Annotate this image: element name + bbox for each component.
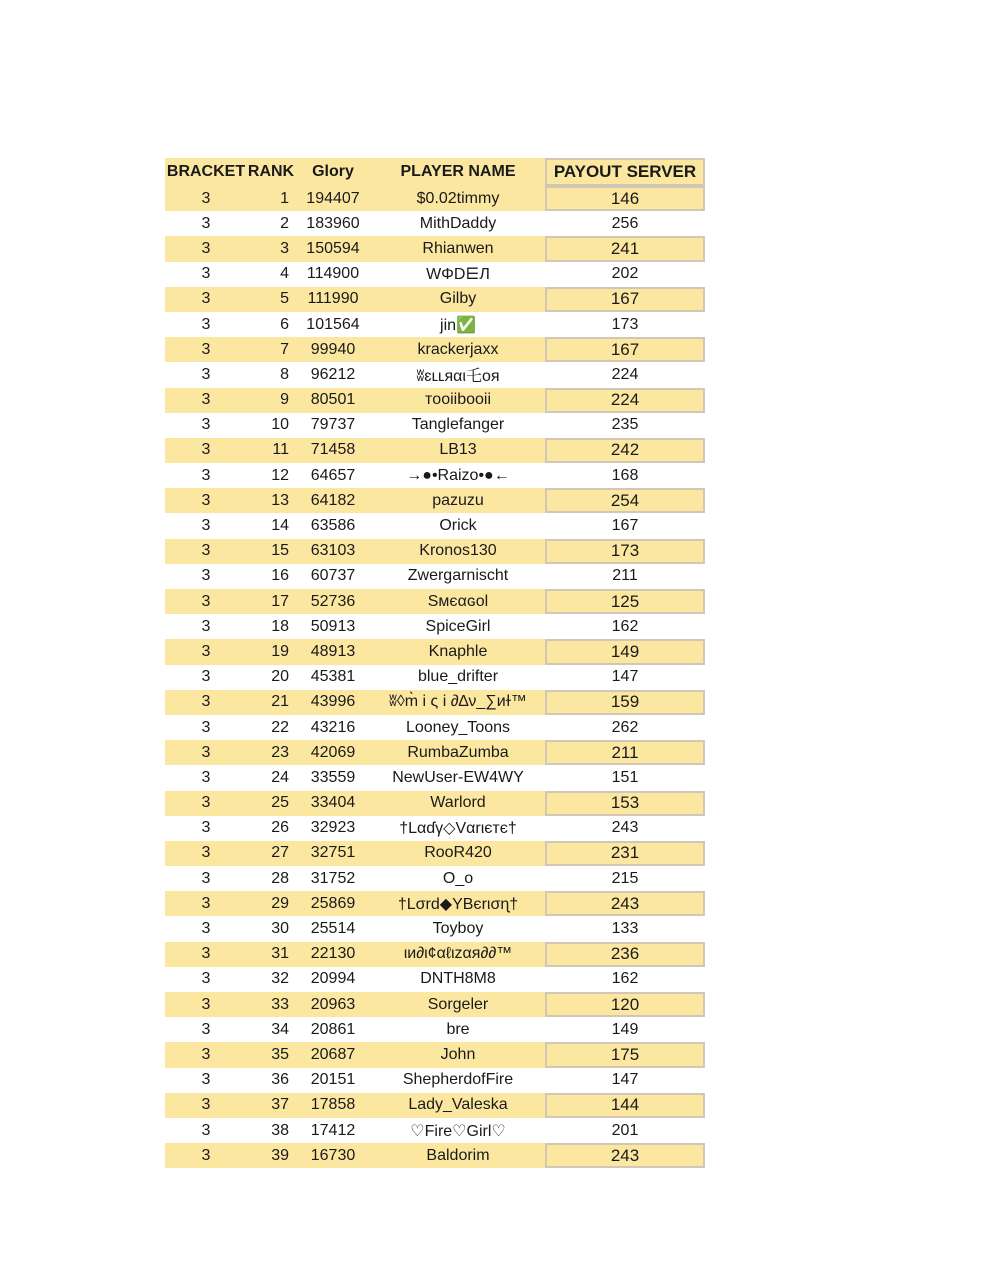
cell-player-name: †Lαɗγ◇Vαrιєтє†	[399, 820, 517, 838]
cell-payout-server: 243	[545, 891, 705, 916]
header-payout-server: PAYOUT SERVER	[545, 158, 705, 186]
cell-payout-server: 241	[545, 236, 705, 261]
table-row	[165, 740, 705, 765]
cell-glory: 32751	[310, 844, 356, 862]
header-bracket: BRACKET	[166, 163, 246, 180]
cell-player-name: Toyboy	[432, 920, 484, 938]
cell-payout-server: 256	[611, 214, 639, 232]
cell-glory: 20151	[310, 1071, 356, 1089]
cell-rank: 1	[280, 189, 289, 207]
cell-player-name: pazuzu	[432, 491, 484, 509]
cell-rank: 24	[271, 768, 289, 786]
cell-bracket: 3	[201, 315, 211, 333]
table-row	[165, 413, 705, 438]
cell-glory: 33404	[310, 794, 356, 812]
cell-bracket: 3	[201, 668, 211, 686]
cell-bracket: 3	[201, 542, 211, 560]
table-row	[165, 186, 705, 211]
cell-glory: 63586	[310, 517, 356, 535]
table-body	[165, 186, 705, 1168]
cell-rank: 23	[271, 743, 289, 761]
cell-glory: 32923	[310, 819, 356, 837]
cell-player-name: O_o	[442, 869, 474, 887]
cell-payout-server: 242	[545, 438, 705, 463]
cell-payout-server: 262	[611, 718, 639, 736]
table-row	[165, 665, 705, 690]
cell-bracket: 3	[201, 1146, 211, 1164]
cell-rank: 19	[271, 642, 289, 660]
cell-player-name: Gilby	[439, 290, 477, 308]
table-row	[165, 891, 705, 916]
cell-player-name: bre	[446, 1020, 470, 1038]
table-row	[165, 463, 705, 488]
table-row	[165, 791, 705, 816]
cell-rank: 35	[271, 1045, 289, 1063]
cell-player-name: →●•Raizo•●←	[406, 466, 510, 484]
table-row	[165, 488, 705, 513]
cell-glory: 25514	[310, 920, 356, 938]
cell-player-name: ʬ◊m̀ i ς i ∂∆ν_∑иɫ™	[389, 693, 527, 711]
cell-glory: 43216	[310, 718, 356, 736]
cell-rank: 11	[272, 441, 289, 459]
table-row	[165, 438, 705, 463]
cell-rank: 39	[271, 1146, 289, 1164]
cell-bracket: 3	[201, 391, 211, 409]
cell-rank: 8	[280, 365, 289, 383]
cell-payout-server: 173	[545, 539, 705, 564]
cell-glory: 22130	[310, 945, 356, 963]
table-row	[165, 866, 705, 891]
cell-bracket: 3	[201, 642, 211, 660]
cell-payout-server: 133	[611, 920, 639, 938]
cell-rank: 30	[271, 920, 289, 938]
cell-glory: 33559	[310, 768, 356, 786]
cell-bracket: 3	[201, 592, 211, 610]
cell-bracket: 3	[201, 920, 211, 938]
cell-rank: 32	[271, 970, 289, 988]
cell-bracket: 3	[201, 290, 211, 308]
cell-payout-server: 144	[545, 1093, 705, 1118]
cell-bracket: 3	[201, 239, 211, 257]
cell-rank: 38	[271, 1121, 289, 1139]
cell-bracket: 3	[201, 466, 211, 484]
cell-player-name: SpiceGirl	[425, 617, 491, 635]
cell-payout-server: 162	[611, 617, 639, 635]
cell-rank: 31	[271, 945, 289, 963]
table-row	[165, 614, 705, 639]
cell-glory: 194407	[306, 189, 360, 207]
cell-glory: 99940	[310, 340, 356, 358]
cell-glory: 20994	[310, 970, 356, 988]
cell-player-name: †Lσrd◆YBєrισɳ†	[397, 895, 519, 913]
cell-glory: 50913	[310, 617, 356, 635]
cell-player-name: Kronos130	[419, 542, 497, 560]
cell-player-name: ♡Fire♡Girl♡	[410, 1122, 506, 1140]
cell-glory: 20861	[310, 1020, 356, 1038]
cell-bracket: 3	[201, 945, 211, 963]
cell-glory: 25869	[310, 894, 356, 912]
cell-payout-server: 224	[545, 388, 705, 413]
cell-player-name: WΦD⋿Л	[426, 266, 490, 284]
table-row	[165, 513, 705, 538]
cell-payout-server: 235	[611, 416, 639, 434]
cell-rank: 27	[271, 844, 289, 862]
cell-bracket: 3	[201, 214, 211, 232]
table-row	[165, 211, 705, 236]
table-row	[165, 564, 705, 589]
cell-bracket: 3	[201, 819, 211, 837]
cell-payout-server: 162	[611, 970, 639, 988]
cell-payout-server: 254	[545, 488, 705, 513]
table-row	[165, 539, 705, 564]
cell-rank: 26	[271, 819, 289, 837]
cell-glory: 96212	[310, 365, 356, 383]
cell-payout-server: 211	[545, 740, 705, 765]
cell-payout-server: 243	[545, 1143, 705, 1168]
table-row	[165, 1042, 705, 1067]
cell-glory: 16730	[310, 1146, 356, 1164]
cell-glory: 17858	[310, 1096, 356, 1114]
cell-glory: 150594	[306, 239, 360, 257]
cell-glory: 48913	[310, 642, 356, 660]
cell-bracket: 3	[201, 617, 211, 635]
cell-glory: 64657	[310, 466, 356, 484]
cell-rank: 36	[271, 1071, 289, 1089]
table-row	[165, 1017, 705, 1042]
cell-player-name: RumbaZumba	[407, 743, 509, 761]
cell-player-name: Lady_Valeska	[408, 1096, 508, 1114]
cell-payout-server: 147	[611, 668, 639, 686]
cell-glory: 183960	[306, 214, 360, 232]
cell-player-name: тooiibooii	[424, 391, 492, 409]
cell-payout-server: 173	[611, 315, 639, 333]
cell-player-name: Zwergarnischt	[407, 567, 509, 585]
table-row	[165, 312, 705, 337]
cell-player-name: Rhianwen	[422, 239, 494, 257]
cell-player-name: MithDaddy	[419, 214, 497, 232]
cell-player-name: Sorgeler	[427, 995, 489, 1013]
cell-glory: 63103	[310, 542, 356, 560]
cell-payout-server: 167	[545, 337, 705, 362]
cell-rank: 34	[271, 1020, 289, 1038]
cell-payout-server: 211	[612, 567, 638, 585]
cell-payout-server: 236	[545, 942, 705, 967]
cell-payout-server: 168	[611, 466, 639, 484]
cell-player-name: Warlord	[430, 794, 486, 812]
cell-bracket: 3	[201, 1121, 211, 1139]
cell-bracket: 3	[201, 189, 211, 207]
cell-bracket: 3	[201, 995, 211, 1013]
cell-glory: 20963	[310, 995, 356, 1013]
cell-payout-server: 149	[611, 1020, 639, 1038]
cell-payout-server: 120	[545, 992, 705, 1017]
cell-bracket: 3	[201, 743, 211, 761]
cell-rank: 6	[280, 315, 289, 333]
cell-rank: 18	[271, 617, 289, 635]
cell-payout-server: 201	[611, 1121, 639, 1139]
cell-player-name: Sмєαɢol	[427, 592, 489, 610]
cell-bracket: 3	[201, 768, 211, 786]
cell-rank: 5	[280, 290, 289, 308]
header-player-name: PLAYER NAME	[400, 163, 516, 180]
cell-payout-server: 202	[611, 265, 639, 283]
cell-player-name: ShepherdofFire	[402, 1071, 514, 1089]
cell-glory: 60737	[310, 567, 356, 585]
cell-payout-server: 167	[545, 287, 705, 312]
cell-player-name: Looney_Toons	[405, 718, 511, 736]
cell-player-name: Orick	[439, 517, 477, 535]
cell-payout-server: 153	[545, 791, 705, 816]
table-row	[165, 942, 705, 967]
cell-rank: 7	[280, 340, 289, 358]
cell-player-name: NewUser-EW4WY	[392, 768, 524, 786]
cell-glory: 111990	[307, 290, 359, 308]
cell-payout-server: 146	[545, 186, 705, 211]
cell-bracket: 3	[201, 894, 211, 912]
cell-payout-server: 149	[545, 639, 705, 664]
cell-player-name: Tanglefanger	[411, 416, 505, 434]
cell-bracket: 3	[201, 794, 211, 812]
cell-bracket: 3	[201, 970, 211, 988]
cell-glory: 20687	[310, 1045, 356, 1063]
cell-rank: 4	[280, 265, 289, 283]
table-row	[165, 337, 705, 362]
cell-glory: 43996	[310, 693, 356, 711]
cell-player-name: RooR420	[424, 844, 492, 862]
cell-player-name: krackerjaxx	[417, 340, 499, 358]
cell-rank: 12	[271, 466, 289, 484]
cell-bracket: 3	[201, 567, 211, 585]
cell-player-name: Knaphle	[428, 642, 488, 660]
table-row	[165, 262, 705, 287]
cell-bracket: 3	[201, 517, 211, 535]
table-row	[165, 992, 705, 1017]
cell-bracket: 3	[201, 1071, 211, 1089]
cell-player-name: LB13	[439, 441, 477, 459]
cell-rank: 15	[271, 542, 289, 560]
cell-bracket: 3	[201, 718, 211, 736]
cell-rank: 20	[271, 668, 289, 686]
table-row	[165, 1068, 705, 1093]
cell-player-name: John	[440, 1045, 476, 1063]
cell-glory: 101564	[306, 315, 360, 333]
cell-rank: 37	[271, 1096, 289, 1114]
cell-payout-server: 151	[611, 768, 639, 786]
table-row	[165, 841, 705, 866]
table-row	[165, 589, 705, 614]
cell-payout-server: 231	[545, 841, 705, 866]
cell-rank: 2	[280, 214, 289, 232]
table-row	[165, 1093, 705, 1118]
cell-glory: 17412	[310, 1121, 356, 1139]
leaderboard-table	[165, 158, 705, 1168]
cell-bracket: 3	[201, 1020, 211, 1038]
cell-rank: 21	[271, 693, 289, 711]
table-row	[165, 967, 705, 992]
table-row	[165, 287, 705, 312]
table-row	[165, 715, 705, 740]
cell-bracket: 3	[201, 416, 211, 434]
cell-payout-server: 167	[611, 517, 639, 535]
cell-rank: 33	[271, 995, 289, 1013]
cell-player-name: DNTH8M8	[420, 970, 496, 988]
cell-bracket: 3	[201, 1045, 211, 1063]
cell-payout-server: 175	[545, 1042, 705, 1067]
cell-glory: 45381	[310, 668, 356, 686]
table-row	[165, 639, 705, 664]
cell-payout-server: 125	[545, 589, 705, 614]
header-rank: RANK	[247, 163, 295, 180]
cell-player-name: jin✅	[440, 316, 476, 334]
cell-glory: 64182	[310, 491, 356, 509]
table-row	[165, 1118, 705, 1143]
table-row	[165, 916, 705, 941]
table-row	[165, 690, 705, 715]
cell-payout-server: 224	[611, 365, 639, 383]
cell-glory: 80501	[310, 391, 356, 409]
cell-bracket: 3	[201, 693, 211, 711]
cell-bracket: 3	[201, 1096, 211, 1114]
cell-rank: 28	[271, 869, 289, 887]
cell-glory: 42069	[310, 743, 356, 761]
cell-bracket: 3	[201, 265, 211, 283]
cell-player-name: ʬɛʟʟяαι乇оя	[416, 368, 500, 386]
cell-rank: 29	[271, 894, 289, 912]
cell-glory: 79737	[310, 416, 356, 434]
cell-rank: 17	[271, 592, 289, 610]
cell-payout-server: 243	[611, 819, 639, 837]
cell-rank: 25	[271, 794, 289, 812]
table-row	[165, 1143, 705, 1168]
table-row	[165, 765, 705, 790]
cell-payout-server: 159	[545, 690, 705, 715]
cell-payout-server: 147	[611, 1071, 639, 1089]
cell-player-name: ιи∂ι¢αℓιzαя∂∂™	[403, 945, 513, 963]
cell-player-name: Baldorim	[426, 1146, 490, 1164]
table-header-row	[165, 158, 705, 186]
cell-rank: 3	[280, 239, 289, 257]
cell-bracket: 3	[201, 491, 211, 509]
cell-player-name: $0.02timmy	[416, 189, 500, 207]
cell-player-name: blue_drifter	[417, 668, 499, 686]
cell-glory: 114900	[306, 265, 360, 283]
cell-rank: 16	[271, 567, 289, 585]
cell-glory: 31752	[310, 869, 356, 887]
table-row	[165, 388, 705, 413]
cell-bracket: 3	[201, 340, 211, 358]
cell-bracket: 3	[201, 365, 211, 383]
table-row	[165, 236, 705, 261]
cell-bracket: 3	[201, 844, 211, 862]
cell-bracket: 3	[201, 441, 211, 459]
cell-payout-server: 215	[611, 869, 639, 887]
table-row	[165, 362, 705, 387]
cell-rank: 13	[271, 491, 289, 509]
table-row	[165, 816, 705, 841]
cell-rank: 9	[280, 391, 289, 409]
header-glory: Glory	[312, 163, 354, 180]
cell-rank: 22	[271, 718, 289, 736]
cell-rank: 14	[271, 517, 289, 535]
cell-rank: 10	[271, 416, 289, 434]
cell-glory: 71458	[310, 441, 356, 459]
cell-bracket: 3	[201, 869, 211, 887]
cell-glory: 52736	[310, 592, 356, 610]
